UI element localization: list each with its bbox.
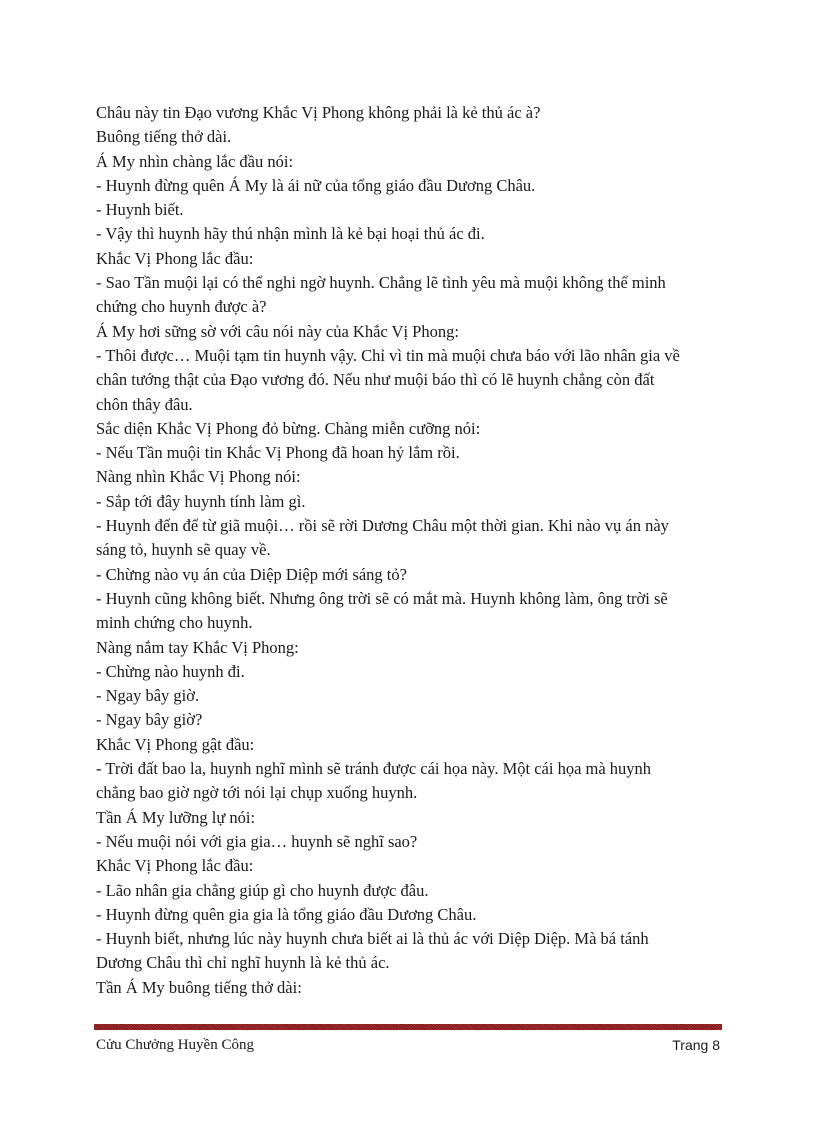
text-line: Nàng nắm tay Khắc Vị Phong: [96,637,299,657]
text-line: - Sao Tần muội lại có thể nghi ngờ huynh. Chẳng lẽ tình yêu mà muội không thể minh [96,273,666,293]
text-line: - Chừng nào vụ án của Diệp Diệp mới sáng tỏ? [96,564,407,584]
text-line: Sắc diện Khắc Vị Phong đỏ bừng. Chàng miễn cưỡng nói: [96,418,481,438]
text-line: Buông tiếng thở dài. [96,127,232,147]
text-line: Á My nhìn chàng lắc đầu nói: [96,151,294,171]
footer-page-number: Trang 8 [672,1037,720,1053]
text-line: Châu này tin Đạo vương Khắc Vị Phong không phải là kẻ thủ ác à? [96,103,541,122]
text-line: minh chứng cho huynh. [96,613,253,633]
footer-book-title: Cửu Chưởng Huyền Công [96,1037,254,1053]
text-line: - Huynh đến để từ giã muội… rồi sẽ rời Dương Châu một thời gian. Khi nào vụ án này [96,516,669,536]
text-line: - Lão nhân gia chẳng giúp gì cho huynh được đâu. [96,880,429,900]
text-line: chẳng bao giờ ngờ tới nói lại chụp xuống huynh. [96,783,418,803]
text-line: - Chừng nào huynh đi. [96,661,245,681]
text-line: Nàng nhìn Khắc Vị Phong nói: [96,467,301,487]
text-line: - Huynh đừng quên Á My là ái nữ của tổng giáo đầu Dương Châu. [96,175,536,195]
text-line: - Trời đất bao la, huynh nghĩ mình sẽ tránh được cái họa này. Một cái họa mà huynh [96,759,652,779]
text-line: - Sắp tới đây huynh tính làm gì. [96,491,306,511]
text-line: chôn thây đâu. [96,394,193,414]
text-line: - Huynh biết, nhưng lúc này huynh chưa biết ai là thủ ác với Diệp Diệp. Mà bá tánh [96,929,649,949]
text-line: - Huynh cũng không biết. Nhưng ông trời sẽ có mắt mà. Huynh không làm, ông trời sẽ [96,588,668,608]
text-line: - Thôi được… Muội tạm tin huynh vậy. Chỉ vì tin mà muội chưa báo với lão nhân gia về [96,345,680,365]
text-line: Khắc Vị Phong lắc đầu: [96,248,254,268]
text-line: Tần Á My lưỡng lự nói: [96,807,256,827]
text-line: Dương Châu thì chỉ nghĩ huynh là kẻ thủ ác. [96,953,390,973]
text-line: Khắc Vị Phong lắc đầu: [96,856,254,876]
text-line: - Huynh biết. [96,200,184,220]
text-line: chân tướng thật của Đạo vương đó. Nếu như muội báo thì có lẽ huynh chẳng còn đất [96,370,655,390]
text-line: sáng tỏ, huynh sẽ quay về. [96,540,271,560]
text-line: - Vậy thì huynh hãy thú nhận mình là kẻ bại hoại thủ ác đi. [96,224,485,244]
text-line: - Huynh đừng quên gia gia là tổng giáo đầu Dương Châu. [96,904,477,924]
text-line: chứng cho huynh được à? [96,297,267,317]
text-line: Á My hơi sững sờ với câu nói này của Khắc Vị Phong: [96,321,459,341]
text-line: - Nếu muội nói với gia gia… huynh sẽ nghĩ sao? [96,831,418,851]
text-line: - Ngay bây giờ. [96,686,200,706]
text-line: Khắc Vị Phong gật đầu: [96,734,255,754]
footer-divider [94,1024,722,1030]
text-line: Tần Á My buông tiếng thở dài: [96,977,302,997]
page-body [96,101,736,1000]
text-line: - Nếu Tần muội tin Khắc Vị Phong đã hoan hỷ lắm rồi. [96,443,460,463]
text-line: - Ngay bây giờ? [96,710,203,730]
